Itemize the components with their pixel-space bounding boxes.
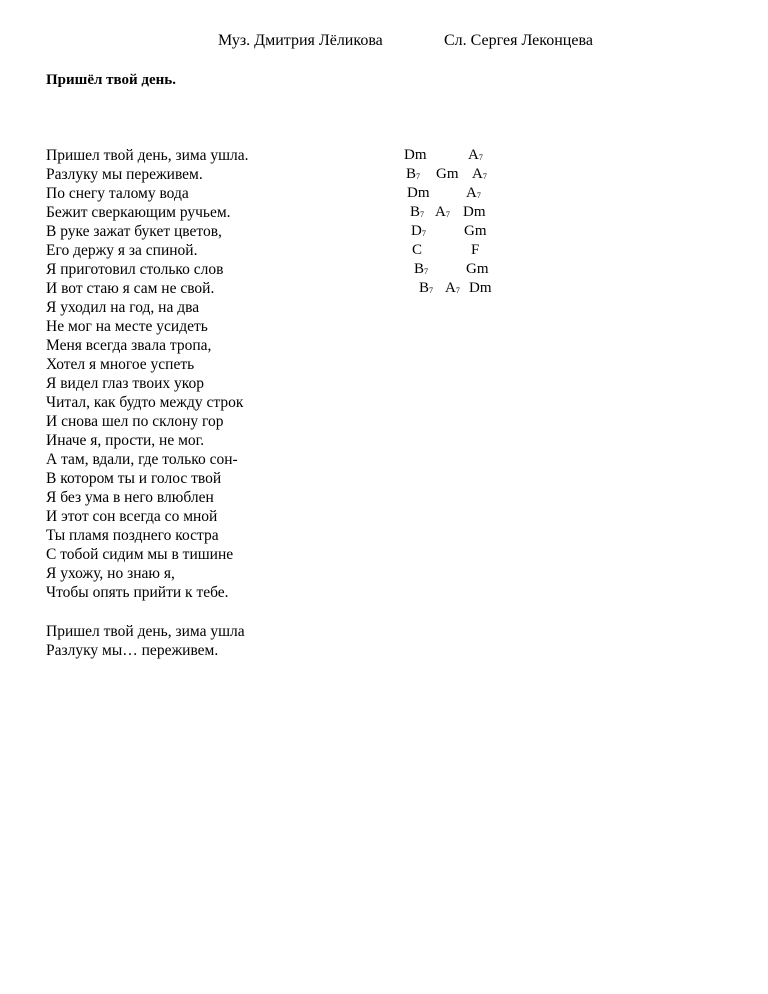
- music-credit: Муз. Дмитрия Лёликова: [218, 32, 383, 49]
- outro-line: Разлуку мы… переживем.: [46, 642, 219, 659]
- chord-number: 7: [445, 210, 450, 219]
- verse-line: Я без ума в него влюблен: [46, 489, 214, 506]
- chord: [472, 165, 487, 186]
- chord-line: [392, 222, 532, 241]
- verse-line: Разлуку мы переживем.: [46, 166, 203, 183]
- chord: [404, 146, 427, 167]
- chord-root: B: [419, 280, 430, 296]
- chord: [412, 241, 422, 262]
- chord-number: 7: [478, 153, 483, 162]
- chord-root: B: [410, 204, 421, 220]
- song-title: Пришёл твой день.: [46, 72, 176, 88]
- verse-line: Не мог на месте усидеть: [46, 318, 208, 335]
- chord: [406, 165, 420, 186]
- chord: [445, 279, 460, 300]
- chord-root: Dm: [407, 185, 430, 201]
- chord-root: A: [435, 204, 446, 220]
- chord: [466, 184, 481, 205]
- verse-line: По снегу талому вода: [46, 185, 189, 202]
- chord-line: [392, 146, 532, 165]
- chord-root: A: [468, 147, 479, 163]
- chord-line: [392, 241, 532, 260]
- chord: [469, 279, 492, 300]
- chord: [436, 165, 459, 186]
- chord-line: [392, 184, 532, 203]
- outro-block: [46, 622, 245, 660]
- chord-number: 7: [424, 267, 429, 276]
- verse-line: Я уходил на год, на два: [46, 299, 200, 316]
- verse-line: И снова шел по склону гор: [46, 413, 224, 430]
- verse-line: В котором ты и голос твой: [46, 470, 222, 487]
- verse-line: Меня всегда звала тропа,: [46, 337, 212, 354]
- verse-line: С тобой сидим мы в тишине: [46, 546, 234, 563]
- chord-root: Gm: [464, 223, 487, 239]
- chord: [468, 146, 483, 167]
- chord-column: [392, 146, 532, 298]
- chord: [414, 260, 428, 281]
- verse-line: Читал, как будто между строк: [46, 394, 244, 411]
- chord-number: 7: [416, 172, 421, 181]
- chord: [435, 203, 450, 224]
- verse-line: А там, вдали, где только сон-: [46, 451, 238, 468]
- lyrics-credit: Сл. Сергея Леконцева: [444, 32, 593, 49]
- chord: [411, 222, 426, 243]
- outro-line: Пришел твой день, зима ушла: [46, 623, 245, 640]
- chord-root: Gm: [436, 166, 459, 182]
- chord-line: [392, 203, 532, 222]
- chord: [466, 260, 489, 281]
- chord-number: 7: [476, 191, 481, 200]
- chord: [419, 279, 433, 300]
- chord-root: Gm: [466, 261, 489, 277]
- chord-root: A: [466, 185, 477, 201]
- chord-number: 7: [455, 286, 460, 295]
- chord: [410, 203, 424, 224]
- verse-line: Его держу я за спиной.: [46, 242, 198, 259]
- chord-root: Dm: [469, 280, 492, 296]
- chord-number: 7: [429, 286, 434, 295]
- chord-line: [392, 260, 532, 279]
- verse-line: Я видел глаз твоих укор: [46, 375, 205, 392]
- verse-line: Пришел твой день, зима ушла.: [46, 147, 249, 164]
- chord-root: B: [406, 166, 417, 182]
- verse-line: Я ухожу, но знаю я,: [46, 565, 175, 582]
- chord-root: Dm: [463, 204, 486, 220]
- chord-root: F: [471, 242, 480, 258]
- chord-root: A: [472, 166, 483, 182]
- chord-root: Dm: [404, 147, 427, 163]
- chord-number: 7: [420, 210, 425, 219]
- chord-root: B: [414, 261, 425, 277]
- verse-line: Ты пламя позднего костра: [46, 527, 219, 544]
- verse-line: Хотел я многое успеть: [46, 356, 195, 373]
- verse-line: И этот сон всегда со мной: [46, 508, 218, 525]
- verse-line: В руке зажат букет цветов,: [46, 223, 222, 240]
- chord: [471, 241, 479, 262]
- verse-line: Я приготовил столько слов: [46, 261, 224, 278]
- chord-root: C: [412, 242, 423, 258]
- chord-line: [392, 279, 532, 298]
- chord-number: 7: [421, 229, 426, 238]
- chord: [464, 222, 487, 243]
- chord-number: 7: [482, 172, 487, 181]
- verse-line: Чтобы опять прийти к тебе.: [46, 584, 229, 601]
- verse-line: И вот стаю я сам не свой.: [46, 280, 215, 297]
- chord-line: [392, 165, 532, 184]
- verse-line: Бежит сверкающим ручьем.: [46, 204, 231, 221]
- verse-line: Иначе я, прости, не мог.: [46, 432, 205, 449]
- verse-block: [46, 146, 249, 602]
- chord: [463, 203, 486, 224]
- chord: [407, 184, 430, 205]
- chord-root: A: [445, 280, 456, 296]
- chord-root: D: [411, 223, 422, 239]
